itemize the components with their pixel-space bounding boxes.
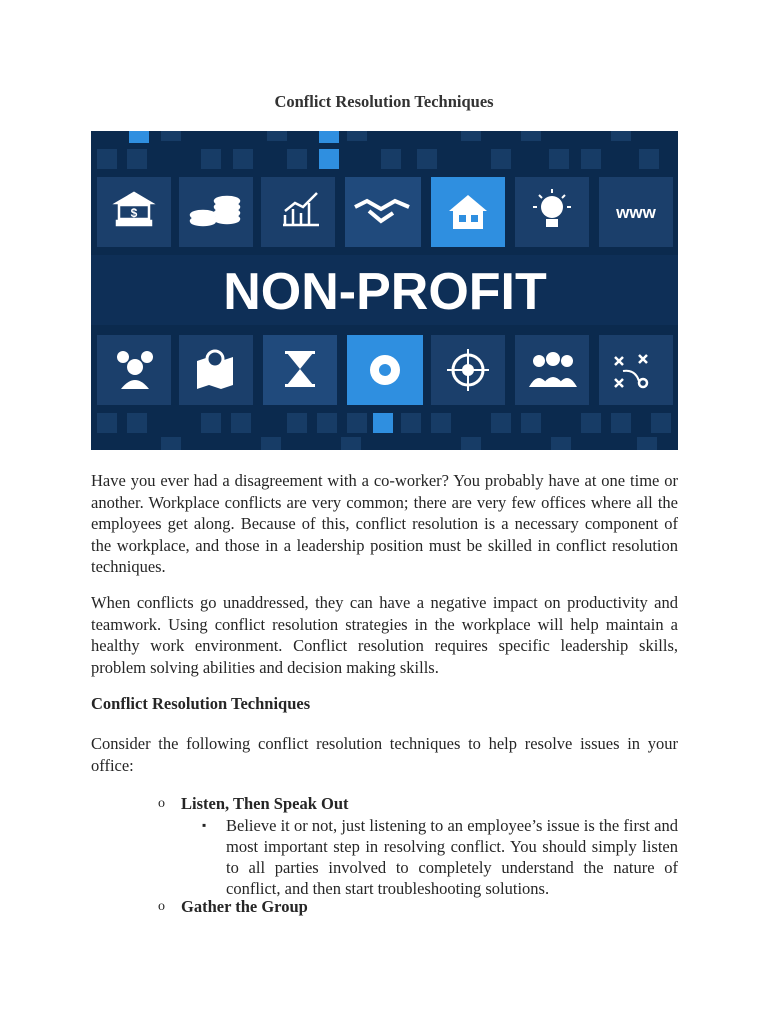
- banner-headline: NON-PROFIT: [223, 263, 547, 321]
- top-icon-row: [97, 177, 673, 247]
- list-item-label: Gather the Group: [181, 897, 308, 916]
- sub-list-item-text: Believe it or not, just listening to an employee’s issue is the first and most important step in resolving conflict. You should simply listen to all parties involved to completely understand the nature of conflict, and then start troubleshooting solutions.: [226, 816, 678, 898]
- hollow-bullet-icon: o: [158, 899, 165, 914]
- svg-text:$: $: [130, 206, 138, 220]
- non-profit-banner-image: [91, 131, 678, 450]
- intro-paragraph: Have you ever had a disagreement with a co-worker? You probably have at one time or another. Workplace conflicts are very common; there are very few offices where all the employees get along. Because of this, conflict resolution is a necessary component of the workplace, and those in a leadership position must be skilled in conflict resolution techniques.: [91, 471, 678, 576]
- document-title: Conflict Resolution Techniques: [274, 92, 494, 111]
- hollow-bullet-icon: o: [158, 796, 165, 811]
- square-bullet-icon: ▪: [202, 818, 207, 832]
- strategy-icon: [599, 335, 673, 405]
- section-heading: Conflict Resolution Techniques: [91, 694, 311, 713]
- list-item-label: Listen, Then Speak Out: [181, 794, 349, 813]
- handshake-icon: [345, 177, 421, 247]
- impact-paragraph: When conflicts go unaddressed, they can have a negative impact on productivity and teamwork. Using conflict resolution strategies in the workplace will help maintain a healthy work environment. Conflict resolution requires specific leadership skills, problem solving abilities and decision making skills.: [91, 593, 678, 677]
- team-icon: [515, 335, 589, 405]
- techniques-intro-paragraph: Consider the following conflict resolution techniques to help resolve issues in your office:: [91, 734, 678, 775]
- svg-text:www: www: [616, 203, 656, 222]
- growth-chart-icon: [261, 177, 335, 247]
